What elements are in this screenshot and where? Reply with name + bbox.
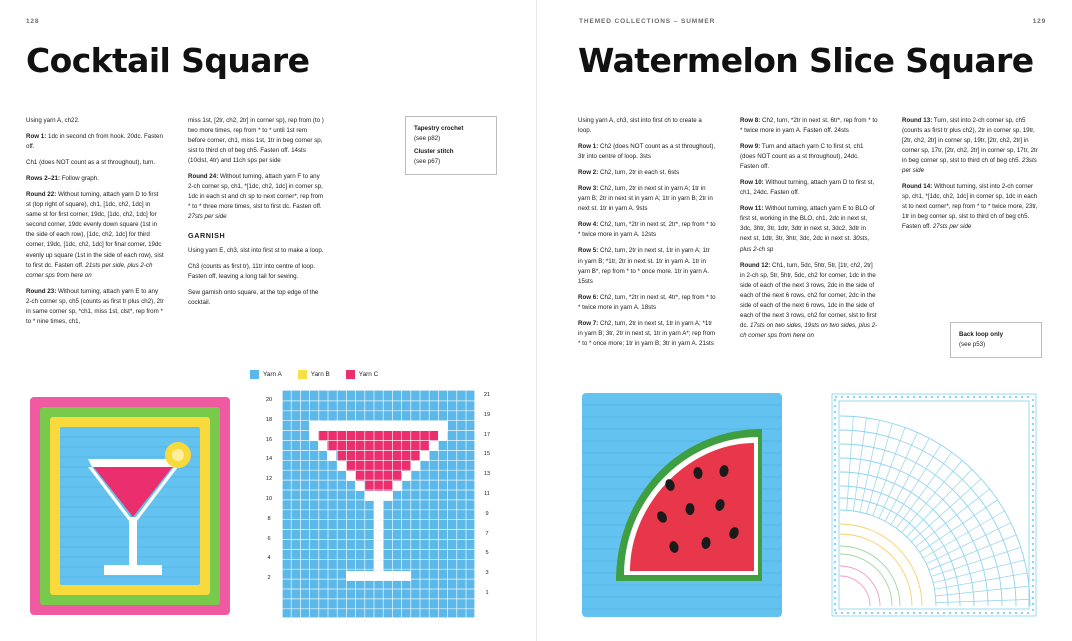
- colourwork-chart-grid: [280, 388, 476, 620]
- left-col1-para-5: Round 23: Without turning, attach yarn E to any 2-ch corner sp, ch5 (counts as first tr plus ch2), 2tr in same corner sp, *ch1, miss 1st, clst*, rep from * to * nine times, ch1,: [26, 287, 164, 325]
- right-col1-para-0: Using yarn A, ch3, slst into first ch to create a loop.: [578, 117, 702, 135]
- chart-row-label-left: 18: [265, 416, 273, 423]
- chart-row-label-left: 2: [267, 575, 271, 582]
- page-title-right: Watermelon Slice Square: [578, 41, 1034, 80]
- chart-row-label-left: 12: [265, 476, 273, 483]
- chart-row-label-left: 8: [267, 515, 271, 522]
- legend-label: Yarn A: [263, 371, 282, 378]
- colourwork-chart: [280, 388, 476, 625]
- left-col2-para-2: GARNISH: [188, 231, 226, 241]
- right-col3-para-0: Round 13: Turn, slst into 2-ch corner sp, ch5 (counts as first tr plus ch2), 2tr in corner sp, 19tr, [2tr, ch2, 2tr] in corner sp, 19tr, [2tr, ch2, 2tr] in corner sp, 17tr, [2tr, ch2, 2tr] in corner sp, 17tr, 2tr in beg corner sp, slst to third ch of beg ch5. 23sts per side: [902, 117, 1038, 175]
- legend-label: Yarn C: [358, 371, 379, 378]
- right-col1-para-2: Row 2: Ch2, turn, 2tr in each st. 6sts: [578, 169, 680, 177]
- chart-row-label-right: 3: [485, 570, 489, 577]
- left-col1-para-4: Round 22: Without turning, attach yarn D to first st (top right of square), ch1, [1dc, ch2, 1dc] in same st for first corner, 19dc, [1dc, ch2, 1dc] for second corner, 19dc evenly down square (1st in the side of each row), [1dc, ch2, 1dc] for third corner, 19dc, [1dc, ch2, 1dc] for final corner, 19dc evenly up square (1st in the side of each row), sist to first dc. Fasten off. 21sts per side, plus 2-ch corner sps from here on: [26, 191, 164, 279]
- running-head: THEMED COLLECTIONS – SUMMER: [579, 18, 716, 25]
- chart-row-label-left: 14: [265, 456, 273, 463]
- legend-item-1: [298, 370, 330, 379]
- watermelon-square-photo: [578, 385, 786, 625]
- left-col2-para-0: miss 1st, [2tr, ch2, 2tr] in corner sp), rep from (to ) two more times, rep from * to * until 1st rem before corner, ch1, miss 1st, 1tr in beg corner sp, sist to third ch of beg ch5. Fasten off. 14sts (10clst, 4tr) and 11ch sps per side: [188, 117, 324, 165]
- right-col1-para-7: Row 7: Ch2, turn, 2tr in next st, 1tr in yarn A; *1tr in yarn B; 3tr, 2tr in next st, 1tr in yarn A*; rep from * to * once more; 1tr in yarn B; 3tr in yarn A. 21sts: [578, 319, 716, 347]
- technique-title-1: Tapestry crochet: [414, 125, 464, 132]
- chart-row-label-right: 19: [483, 411, 491, 418]
- right-col2-para-1: Row 9: Turn and attach yarn C to first st, ch1 (does NOT count as a st throughout), 24dc. Fasten off.: [740, 143, 864, 171]
- right-col1-para-5: Row 5: Ch2, turn, 2tr in next st, 1tr in yarn A; 1tr in yarn B; *1tr, 2tr in next st. 1tr in yarn A. 1tr in yarn B*, rep from * to * once more. 1tr in yarn A. 15sts: [578, 247, 710, 285]
- chart-row-label-right: 5: [485, 550, 489, 557]
- left-column-2: [188, 116, 326, 314]
- left-col1-para-0: Using yarn A, ch22.: [26, 117, 80, 124]
- technique-box-right: [950, 322, 1042, 358]
- left-column-1: [26, 116, 164, 333]
- right-col1-para-3: Row 3: Ch2, turn, 2tr in next st in yarn A; 1tr in yarn B; 2tr in next st in yarn A; 1tr in yarn B; 2tr in next st. 1tr in yarn A. 9sts: [578, 185, 713, 213]
- chart-row-label-right: 7: [485, 530, 489, 537]
- legend-label: Yarn B: [310, 371, 330, 378]
- right-col1-para-4: Row 4: Ch2, turn, *2tr in next st, 2tr*, rep from * to * twice more in yarn A. 12sts: [578, 221, 716, 239]
- legend-item-0: [250, 370, 282, 379]
- chart-row-label-right: 17: [483, 431, 491, 438]
- legend-swatch-icon: [346, 370, 355, 379]
- chart-row-label-right: 9: [485, 510, 489, 517]
- right-col1-para-6: Row 6: Ch2, turn, *2tr in next st, 4tr*, rep from * to * twice more in yarn A. 18sts: [578, 293, 716, 311]
- right-col2-para-4: Round 12: Ch1, turn, 5dc, 5htr, 5tr, [1tr, ch2, 2tr] in 2-ch sp, 5tr, 5htr, 5dc, ch2 for corner, 1dc in the side of each of the next 3 rows, 2dc in the side of each of the next 6 rows, ch2 for corner, 2dc in the side of each of the next 6 rows, 1dc in the side of each of the next 3 rows, ch2 for corner, slst to first dc. 17sts on two sides, 19sts on two sides, plus 2-ch corner sps from here on: [740, 261, 878, 339]
- chart-row-label-right: 13: [483, 471, 491, 478]
- left-col1-para-1: Row 1: 1dc in second ch from hook. 20dc. Fasten off.: [26, 133, 163, 151]
- chart-row-label-left: 10: [265, 496, 273, 502]
- right-col1-para-1: Row 1: Ch2 (does NOT count as a st throughout), 3tr into centre of loop. 3sts: [578, 143, 716, 161]
- technique-ref-3: (see p53): [959, 340, 986, 348]
- watermelon-square-image: [578, 385, 786, 625]
- legend-item-2: [346, 370, 378, 379]
- left-col2-para-4: Ch3 (counts as first tr), 11tr into centre of loop. Fasten off, leaving a long tail for sewing.: [188, 263, 316, 281]
- chart-row-label-left: 20: [265, 397, 273, 403]
- chart-row-label-left: 4: [267, 555, 271, 562]
- technique-ref-2: (see p67): [414, 157, 441, 165]
- page-number-right: 129: [1032, 18, 1046, 25]
- legend-swatch-icon: [298, 370, 307, 379]
- left-col1-para-3: Rows 2–21: Follow graph.: [26, 175, 99, 183]
- yarn-legend: [250, 370, 378, 379]
- chart-row-label-right: 1: [485, 590, 489, 596]
- right-column-3: [902, 116, 1042, 239]
- page-gutter: [536, 0, 537, 641]
- chart-row-label-right: 11: [484, 491, 490, 497]
- stitch-diagram-svg: [826, 388, 1042, 622]
- technique-title-3: Back loop only: [959, 331, 1004, 338]
- technique-ref-1: (see p82): [414, 134, 441, 142]
- chart-row-label-right: 21: [483, 392, 491, 398]
- chart-row-label-right: 15: [483, 451, 491, 458]
- left-col2-para-3: Using yarn E, ch3, slst into first st to make a loop.: [188, 247, 324, 255]
- legend-swatch-icon: [250, 370, 259, 379]
- page-title-left: Cocktail Square: [26, 41, 310, 80]
- cocktail-square-photo: [26, 385, 234, 625]
- stitch-diagram: [826, 388, 1042, 627]
- left-col2-para-1: Round 24: Without turning, attach yarn F to any 2-ch corner sp, ch1, *[1dc, ch2, 1dc] in corner sp, 1dc in each st and ch sp to next corner*, rep from * to * three more times, slst to first dc. Fasten off. 27sts per side: [188, 173, 324, 221]
- left-col1-para-2: Ch1 (does NOT count as a st throughout), turn.: [26, 159, 156, 167]
- left-col2-para-5: Sew garnish onto square, at the top edge of the cocktail.: [188, 289, 319, 307]
- cocktail-square-image: [26, 385, 234, 625]
- right-col2-para-2: Row 10: Without turning, attach yarn D to first st, ch1, 24dc. Fasten off.: [740, 179, 875, 197]
- right-column-1: [578, 116, 716, 355]
- chart-row-label-left: 16: [265, 436, 273, 443]
- technique-box-left: [405, 116, 497, 175]
- right-col2-para-0: Row 8: Ch2, turn, *2tr in next st. 6tr*, rep from * to * twice more in yarn A. Fasten off. 24sts: [740, 117, 878, 135]
- page-number-left: 128: [26, 18, 40, 25]
- right-col3-para-1: Round 14: Without turning, slst into 2-ch corner sp, ch1, *[1dc, ch2, 1dc] in corner sp, 1dc in each st to next corner*, rep from * to * twice more, 23tr, 1tr in beg corner sp, slst to third ch of beg ch5. Fasten off. 27sts per side: [902, 183, 1038, 231]
- technique-title-2: Cluster stitch: [414, 148, 454, 156]
- chart-row-label-left: 6: [267, 535, 271, 542]
- right-col2-para-3: Row 11: Without turning, attach yarn E to BLO of first st, working in the BLO, ch1, 2dc in next st, 3dc, 3htr, 3tr, 1dtr, 3dtr in next st, 3dc2, 3dtr in next st, 1dtr, 3tr, 3htr, 3dc, 2dc in next st. 30sts, plus 2-ch sp: [740, 205, 875, 253]
- right-column-2: [740, 116, 878, 347]
